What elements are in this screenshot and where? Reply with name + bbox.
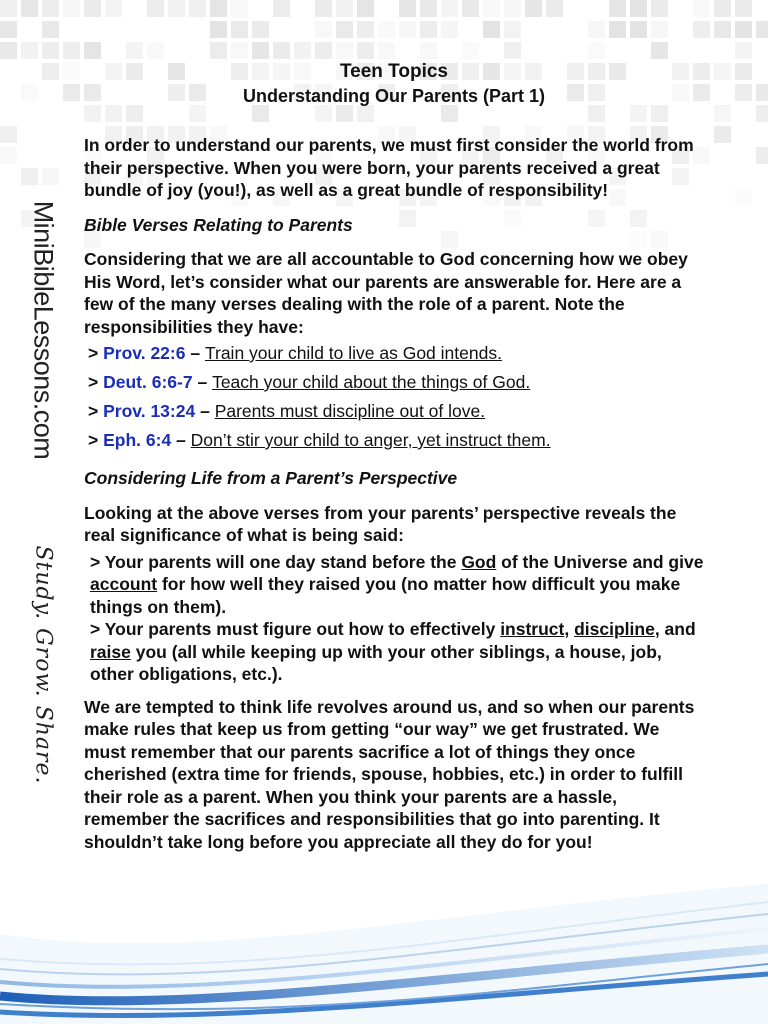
- perspective-intro-paragraph: Looking at the above verses from your parents’ perspective reveals the real significance of what is being said:: [84, 502, 677, 545]
- point-emphasis: account: [90, 574, 158, 594]
- verse-reference: Deut. 6:6-7: [103, 372, 193, 392]
- point-text: ,: [564, 619, 575, 639]
- point-instruct: [90, 618, 704, 686]
- verse-item: [88, 400, 704, 422]
- point-text: for how well they raised you (no matter how difficult you make things on them).: [90, 574, 681, 617]
- verse-dash: –: [176, 430, 186, 450]
- verse-marker: >: [88, 372, 99, 392]
- intro-paragraph: In order to understand our parents, we must first consider the world from their perspective. When you were born, your parents received a great bundle of joy (you!), as well as a great bundle of responsibility!: [84, 135, 694, 200]
- document-body: [84, 60, 704, 865]
- tagline-text: Study. Grow. Share.: [30, 545, 56, 785]
- verse-marker: >: [88, 401, 99, 421]
- perspective-points: [84, 551, 704, 686]
- section-heading-perspective: Considering Life from a Parent’s Perspective: [84, 468, 458, 488]
- verse-text: Teach your child about the things of God.: [212, 372, 531, 392]
- page-title: Teen Topics: [339, 61, 449, 82]
- site-name-vertical: [28, 200, 59, 460]
- point-emphasis: discipline: [574, 619, 655, 639]
- verse-reference: Prov. 22:6: [103, 343, 186, 363]
- verse-text: Train your child to live as God intends.: [204, 343, 502, 363]
- page-subtitle: Understanding Our Parents (Part 1): [242, 86, 546, 106]
- point-text: > Your parents will one day stand before the: [90, 551, 462, 572]
- tagline-vertical: [28, 545, 58, 785]
- verse-item: [88, 429, 704, 451]
- verse-reference: Eph. 6:4: [103, 430, 172, 450]
- verse-dash: –: [200, 401, 210, 421]
- closing-paragraph: We are tempted to think life revolves around us, and so when our parents make rules that keep us from getting “our way” we get frustrated. We must remember that our parents sacrifice a lot of things they once cherished (extra time for friends, spouse, hobbies, etc.) in order to fulfill their role as a parent. When you think your parents are a hassle, remember the sacrifices and responsibilities that go into parenting. It shouldn’t take long before you appreciate all they do for you!: [84, 696, 695, 852]
- point-emphasis: God: [461, 551, 497, 572]
- point-text: , and: [654, 619, 696, 639]
- verse-marker: >: [88, 430, 99, 450]
- verses-intro-paragraph: Considering that we are all accountable to God concerning how we obey His Word, let’s consider what our parents are answerable for. Here are a few of the many verses dealing with the role of a parent. Note the responsibilities they have:: [84, 249, 688, 337]
- site-name-text: MiniBibleLessons.com: [28, 200, 59, 460]
- verse-text: Parents must discipline out of love.: [214, 401, 486, 421]
- verse-dash: –: [197, 372, 208, 392]
- verse-text: Don’t stir your child to anger, yet instruct them.: [190, 430, 551, 450]
- point-text: of the Universe and give: [496, 551, 704, 572]
- point-emphasis: raise: [90, 641, 131, 662]
- point-account: [90, 551, 704, 619]
- section-heading-verses: Bible Verses Relating to Parents: [84, 214, 353, 235]
- verse-item: [88, 342, 704, 364]
- verse-dash: –: [190, 343, 201, 363]
- verse-reference: Prov. 13:24: [103, 401, 196, 421]
- point-text: > Your parents must figure out how to effectively: [90, 619, 501, 639]
- point-text: you (all while keeping up with your other siblings, a house, job, other obligations, etc.).: [90, 641, 662, 684]
- verse-item: [88, 371, 704, 393]
- point-emphasis: instruct: [500, 619, 565, 639]
- verse-list: [84, 342, 704, 451]
- verse-marker: >: [88, 343, 99, 363]
